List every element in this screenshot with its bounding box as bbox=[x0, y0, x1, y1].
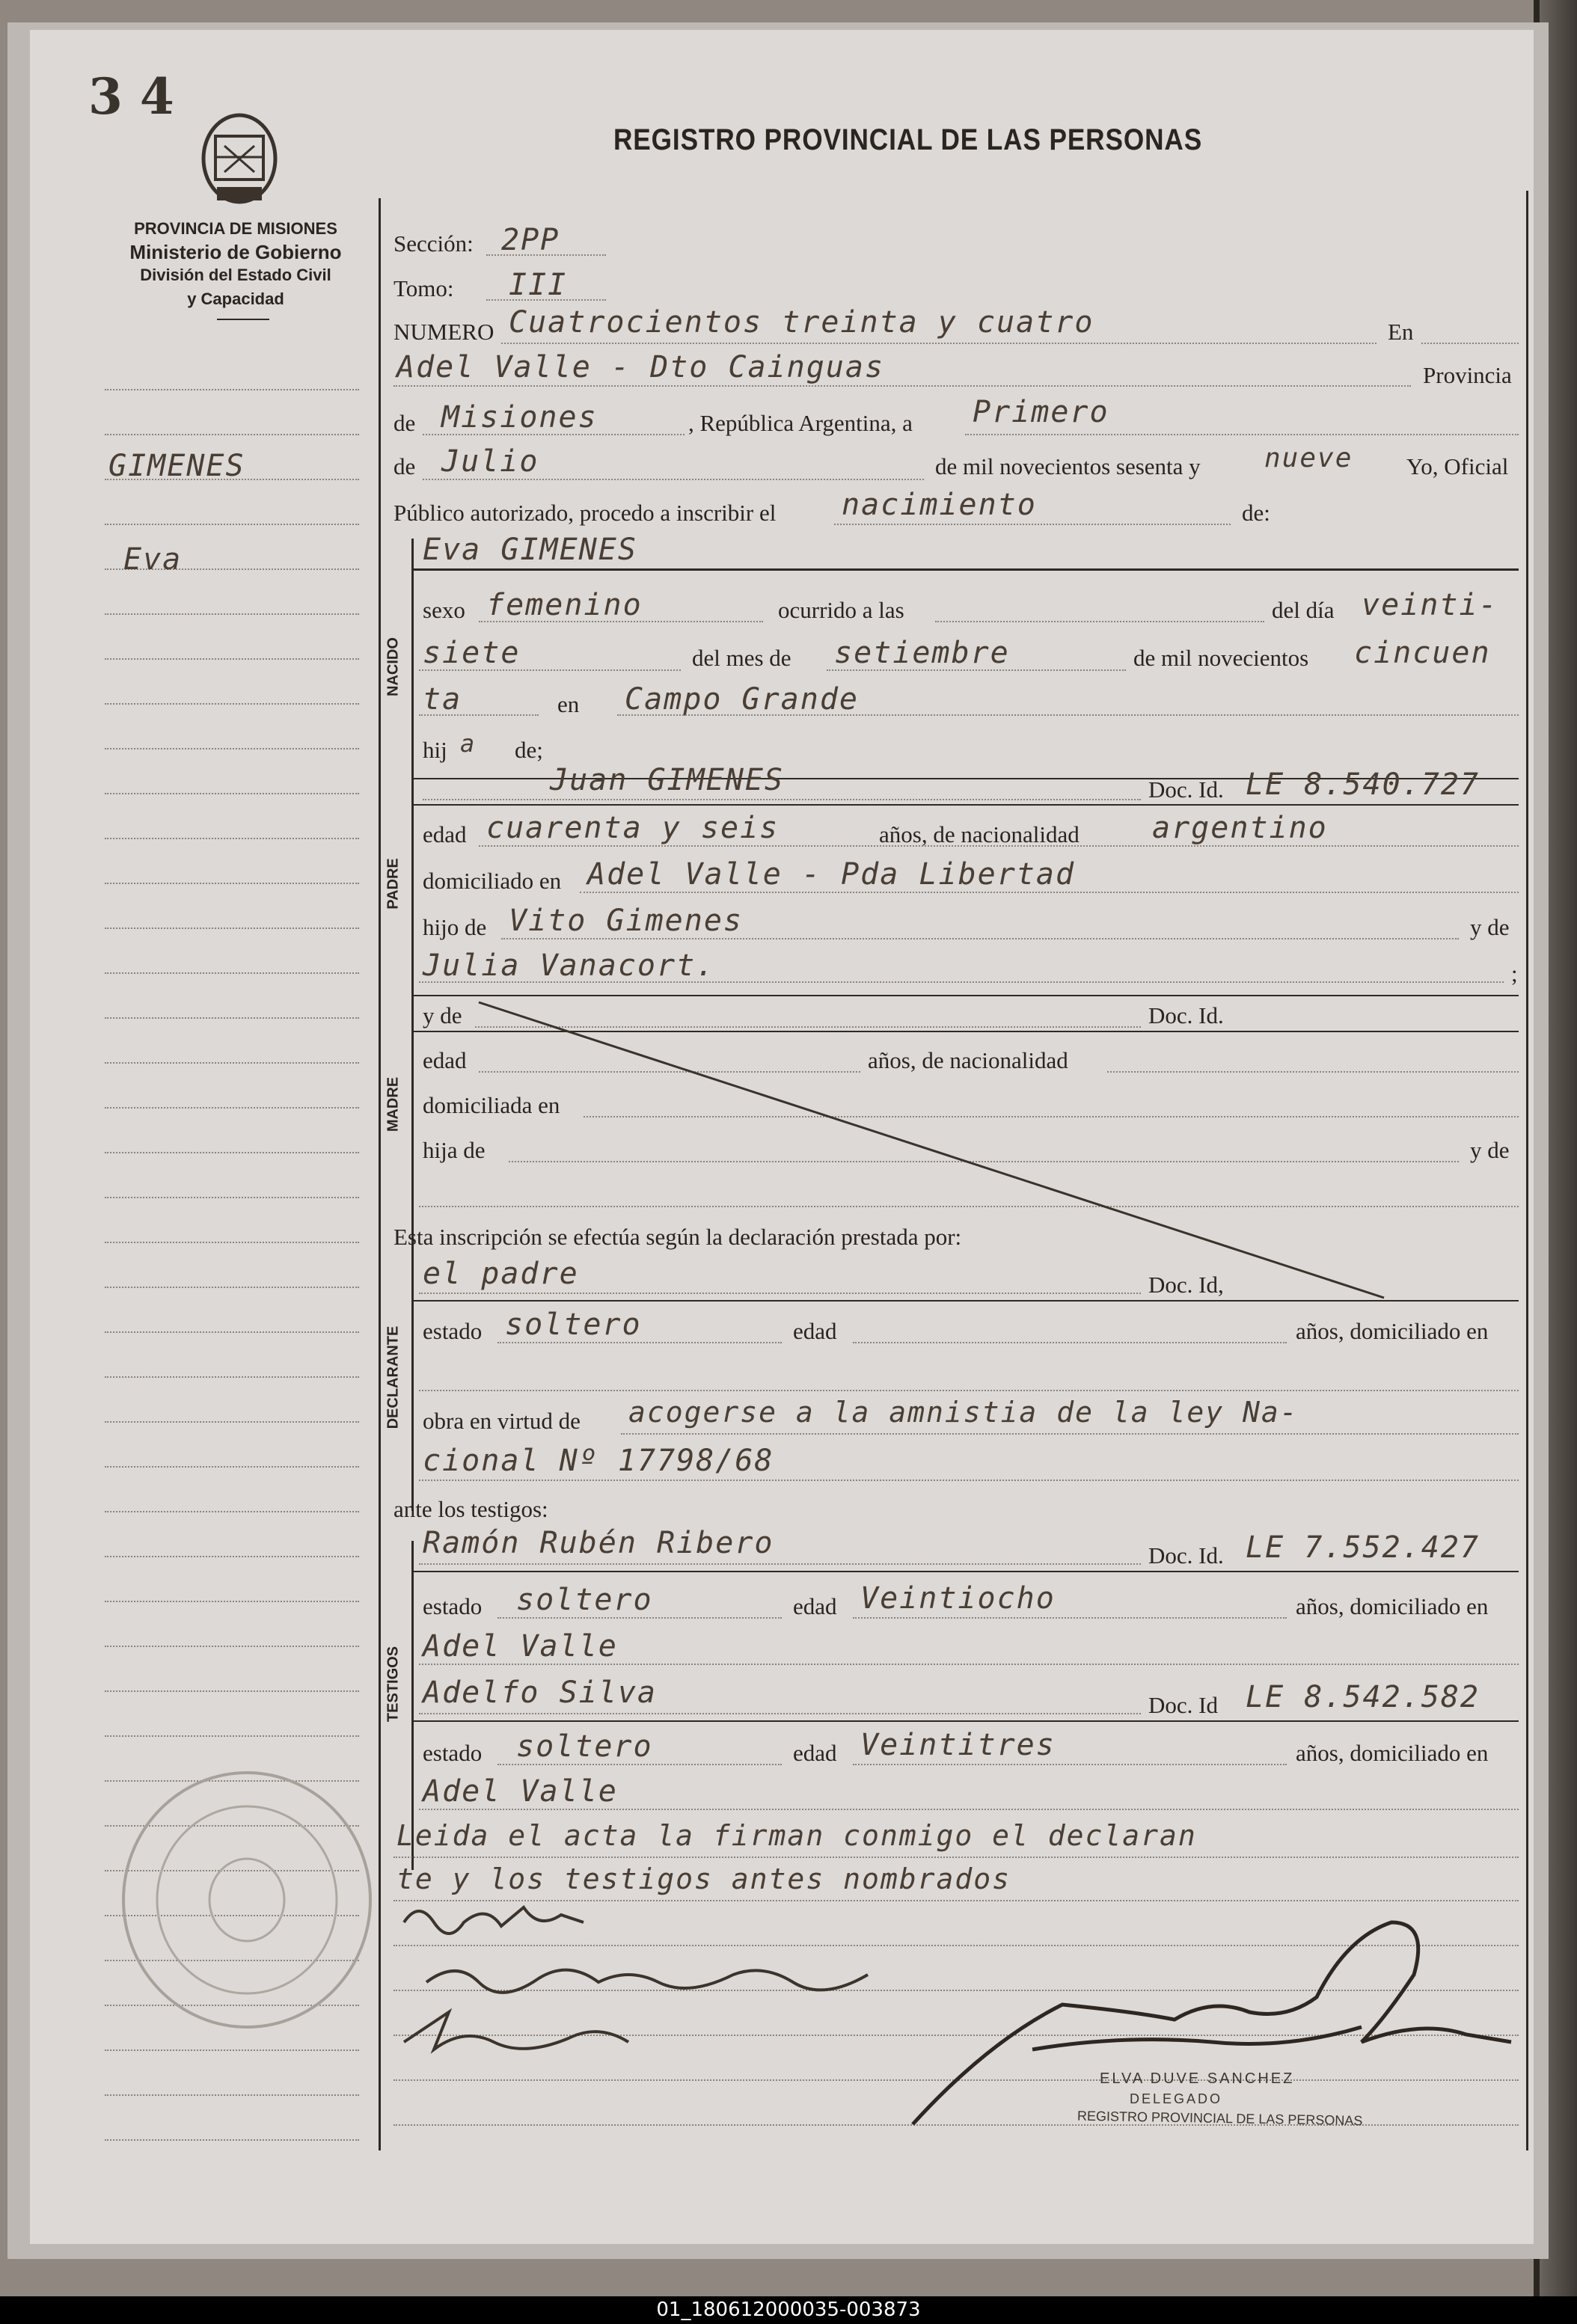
en-label: En bbox=[1388, 319, 1414, 345]
madre-side-label: MADRE bbox=[385, 1076, 402, 1132]
institution-line-3: División del Estado Civil bbox=[140, 266, 331, 284]
testigo-1-doc-line bbox=[411, 1571, 1519, 1572]
testigo-1-domicilio-line bbox=[419, 1664, 1519, 1665]
padre-domicilio-label: domiciliado en bbox=[423, 868, 562, 894]
province-value: Misiones bbox=[441, 400, 598, 435]
institution-line-4: y Capacidad bbox=[187, 289, 284, 308]
testigo-2-name-line bbox=[419, 1713, 1141, 1714]
tomo-label: Tomo: bbox=[394, 275, 454, 301]
testigo-1-doc-value: LE 7.552.427 bbox=[1246, 1530, 1480, 1565]
declarante-estado-label: estado bbox=[423, 1318, 483, 1344]
declarante-domicilio-line bbox=[419, 1390, 1519, 1391]
testigo-1-estado-label: estado bbox=[423, 1593, 483, 1619]
margin-given-name: Eva bbox=[123, 542, 183, 577]
tomo-value: III bbox=[509, 268, 568, 302]
testigo-2-estado-value: soltero bbox=[516, 1729, 653, 1764]
padre-name: Juan GIMENES bbox=[550, 763, 784, 797]
declarant-signature-icon bbox=[404, 1907, 584, 1934]
witness-1-signature-icon bbox=[426, 1970, 868, 1993]
testigos-intro: ante los testigos: bbox=[394, 1496, 548, 1522]
declarante-frame bbox=[411, 1257, 414, 1481]
page-title: REGISTRO PROVINCIAL DE LAS PERSONAS bbox=[613, 123, 1203, 156]
declarante-estado-line bbox=[497, 1342, 782, 1343]
dia-label: del día bbox=[1272, 597, 1335, 623]
seccion-value: 2PP bbox=[501, 223, 560, 257]
declarante-name-line bbox=[419, 1293, 1141, 1294]
madre-y-de2-label: y de bbox=[1470, 1137, 1510, 1163]
testigo-1-domicilio-value: Adel Valle bbox=[423, 1629, 618, 1664]
testigo-2-doc-line bbox=[411, 1720, 1519, 1722]
closing-line-2: te y los testigos antes nombrados bbox=[396, 1862, 1011, 1895]
provincia-label: Provincia bbox=[1423, 362, 1512, 388]
sexo-value: femenino bbox=[486, 588, 643, 622]
madre-nacionalidad-label: años, de nacionalidad bbox=[868, 1047, 1068, 1073]
lugar-value: Campo Grande bbox=[625, 682, 859, 717]
testigos-side-label: TESTIGOS bbox=[385, 1646, 402, 1723]
numero-value: Cuatrocientos treinta y cuatro bbox=[509, 305, 1094, 340]
obra-line-1 bbox=[621, 1433, 1519, 1435]
anio-value-1: cincuen bbox=[1354, 636, 1491, 670]
padre-side-label: PADRE bbox=[385, 858, 402, 910]
mes-label: del mes de bbox=[692, 645, 791, 671]
dia-value-1: veinti- bbox=[1362, 588, 1498, 622]
scan-file-id: 01_180612000035-003873 bbox=[0, 2296, 1577, 2324]
dia-value-2: siete bbox=[423, 636, 521, 670]
declarante-doc-line bbox=[411, 1300, 1519, 1301]
margin-surname: GIMENES bbox=[108, 449, 245, 483]
testigo-2-domicilio-label: años, domiciliado en bbox=[1296, 1740, 1489, 1766]
obra-value-2: cional Nº 17798/68 bbox=[423, 1444, 774, 1478]
yo-oficial-label: Yo, Oficial bbox=[1406, 453, 1509, 479]
padre-doc-value: LE 8.540.727 bbox=[1246, 767, 1480, 802]
declarante-doc-label: Doc. Id, bbox=[1148, 1272, 1224, 1298]
de3-label: de: bbox=[1242, 500, 1270, 526]
official-stamp-name: ELVA DUVE SANCHEZ bbox=[1100, 2070, 1295, 2087]
padre-domicilio-value: Adel Valle - Pda Libertad bbox=[587, 857, 1076, 892]
novecientos-label: de mil novecientos bbox=[1133, 645, 1309, 671]
testigo-2-name: Adelfo Silva bbox=[423, 1675, 657, 1710]
year-value: nueve bbox=[1264, 443, 1353, 473]
place-value: Adel Valle - Dto Cainguas bbox=[396, 350, 885, 384]
testigo-2-estado-label: estado bbox=[423, 1740, 483, 1766]
testigo-2-edad-line bbox=[853, 1764, 1287, 1765]
official-stamp-office: REGISTRO PROVINCIAL DE LAS PERSONAS bbox=[1077, 2108, 1363, 2129]
padre-edad-value: cuarenta y seis bbox=[486, 811, 780, 845]
nacido-side-label: NACIDO bbox=[385, 637, 402, 696]
madre-doc-label: Doc. Id. bbox=[1148, 1002, 1224, 1028]
day-value: Primero bbox=[973, 395, 1109, 429]
ocurrido-label: ocurrido a las bbox=[778, 597, 904, 623]
declarante-name: el padre bbox=[423, 1257, 579, 1291]
hijo-de-label: de; bbox=[515, 737, 543, 763]
padre-semicolon: ; bbox=[1511, 960, 1518, 987]
child-name: Eva GIMENES bbox=[423, 533, 637, 567]
padre-nacionalidad-label: años, de nacionalidad bbox=[879, 821, 1080, 847]
declarante-estado-value: soltero bbox=[505, 1307, 642, 1342]
closing-ruled-line bbox=[394, 1857, 1519, 1858]
testigo-1-edad-line bbox=[853, 1617, 1287, 1619]
obra-line-2 bbox=[419, 1480, 1519, 1481]
padre-father-name: Vito Gimenes bbox=[509, 904, 743, 938]
institution-line-1: PROVINCIA DE MISIONES bbox=[134, 219, 337, 238]
testigo-1-domicilio-label: años, domiciliado en bbox=[1296, 1593, 1489, 1619]
hijo-suffix: a bbox=[460, 729, 477, 758]
madre-y-de-label: y de bbox=[423, 1002, 462, 1028]
testigo-1-edad-value: Veintiocho bbox=[860, 1581, 1056, 1616]
publico-label: Público autorizado, procedo a inscribir el bbox=[394, 500, 777, 526]
testigo-2-estado-line bbox=[497, 1764, 782, 1765]
testigo-1-doc-label: Doc. Id. bbox=[1148, 1542, 1224, 1569]
sexo-label: sexo bbox=[423, 597, 465, 623]
testigo-1-estado-value: soltero bbox=[516, 1583, 653, 1617]
witness-2-signature-icon bbox=[404, 2012, 628, 2049]
mes-value: setiembre bbox=[834, 636, 1010, 670]
declarante-edad-line bbox=[853, 1342, 1287, 1343]
official-stamp-role: DELEGADO bbox=[1130, 2091, 1223, 2106]
anio-value-2: ta bbox=[423, 682, 462, 717]
testigo-1-name: Ramón Rubén Ribero bbox=[423, 1526, 774, 1560]
closing-line-1: Leida el acta la firman conmigo el declaran bbox=[396, 1819, 1197, 1852]
month-value: Julio bbox=[441, 444, 539, 479]
padre-nacionalidad-value: argentino bbox=[1152, 811, 1328, 845]
testigo-2-doc-value: LE 8.542.582 bbox=[1246, 1680, 1480, 1714]
seccion-label: Sección: bbox=[394, 230, 474, 257]
padre-y-de-label: y de bbox=[1470, 914, 1510, 940]
declarante-side-label: DECLARANTE bbox=[385, 1325, 402, 1429]
year-label: de mil novecientos sesenta y bbox=[935, 453, 1201, 479]
declarante-domicilio-label: años, domiciliado en bbox=[1296, 1318, 1489, 1344]
testigo-2-domicilio-line bbox=[419, 1809, 1519, 1810]
obra-value-1: acogerse a la amnistia de la ley Na- bbox=[628, 1396, 1299, 1429]
numero-label: NUMERO bbox=[394, 319, 494, 345]
padre-doc-label: Doc. Id. bbox=[1148, 776, 1224, 803]
madre-domicilio-label: domiciliada en bbox=[423, 1092, 560, 1118]
testigo-2-edad-value: Veintitres bbox=[860, 1728, 1056, 1762]
de2-label: de bbox=[394, 453, 416, 479]
testigo-2-edad-label: edad bbox=[793, 1740, 837, 1766]
testigo-1-edad-label: edad bbox=[793, 1593, 837, 1619]
act-type-value: nacimiento bbox=[842, 488, 1037, 522]
de-label: de bbox=[394, 410, 416, 436]
madre-hija-de-label: hija de bbox=[423, 1137, 486, 1163]
lugar-en-label: en bbox=[557, 691, 580, 717]
obra-label: obra en virtud de bbox=[423, 1408, 581, 1434]
testigo-1-name-line bbox=[419, 1563, 1141, 1565]
padre-edad-label: edad bbox=[423, 821, 467, 847]
registry-seal-icon bbox=[112, 1758, 382, 2042]
page-number: 3 4 bbox=[88, 67, 174, 126]
padre-mother-name: Julia Vanacort. bbox=[423, 948, 716, 983]
testigo-2-domicilio-value: Adel Valle bbox=[423, 1774, 618, 1809]
madre-edad-label: edad bbox=[423, 1047, 467, 1073]
institution-line-2: Ministerio de Gobierno bbox=[129, 241, 342, 263]
testigo-1-estado-line bbox=[497, 1617, 782, 1619]
declarante-intro: Esta inscripción se efectúa según la declaración prestada por: bbox=[394, 1224, 962, 1250]
declarante-edad-label: edad bbox=[793, 1318, 837, 1344]
padre-hijo-de-label: hijo de bbox=[423, 914, 487, 940]
testigo-2-doc-label: Doc. Id bbox=[1148, 1692, 1218, 1718]
republica-label: , República Argentina, a bbox=[688, 410, 913, 436]
hijo-label: hij bbox=[423, 737, 447, 763]
